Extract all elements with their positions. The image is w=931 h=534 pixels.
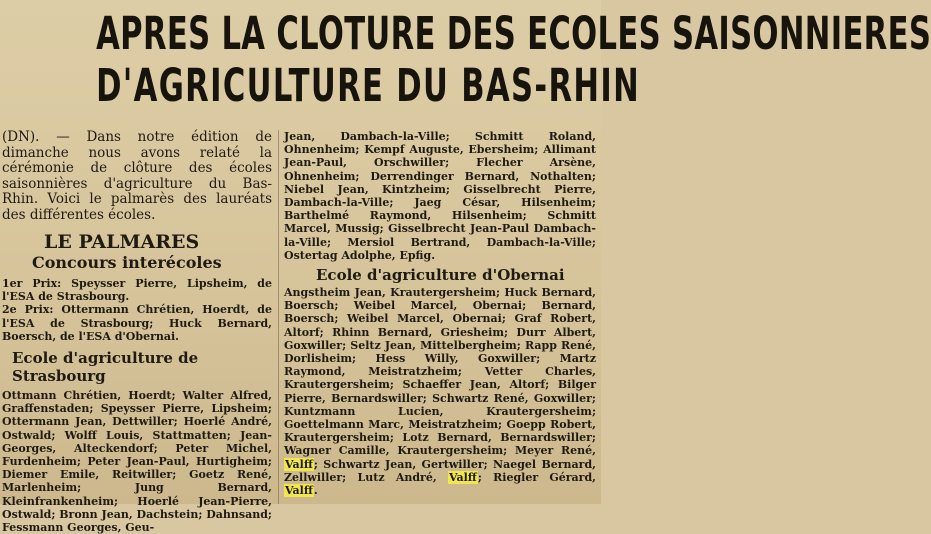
- right-column: [284, 130, 596, 497]
- obernai-heading: Ecole d'agriculture d'Obernai: [316, 266, 565, 285]
- strasbourg-list: Ottmann Chrétien, Hoerdt; Walter Alfred, Graffenstaden; Speysser Pierre, Lipsheim; Ottermann Jean, Dettwiller; Hoerlé André, Ostwald; Wolff Louis, Stattmatten; Jean-Georges, Alteckendorf; Peter Michel, Furdenheim; Peter Jean-Paul, Hurtigheim; Diemer Emile, Reitwiller; Goetz René, Marlenheim; Jung Bernard, Kleinfrankenheim; Hoerlé Jean-Pierre, Ostwald; Bronn Jean, Dachstein; Dahnsand; Fessmann Georges, Geu-: [2, 389, 272, 534]
- highlight-valff: Valff: [448, 470, 477, 484]
- obernai-list-end: .: [313, 484, 318, 498]
- obernai-list-part-3: ; Riegler Gérard,: [477, 470, 596, 484]
- prix-1: 1er Prix: Speysser Pierre, Lipsheim, de l'ESA de Strasbourg.: [2, 277, 272, 304]
- column-divider: [278, 130, 279, 504]
- obernai-list-part-1: Angstheim Jean, Krautergersheim; Huck Bernard, Boersch; Weibel Marcel, Obernai; Bernard, Boersch; Weibel Marcel, Obernai; Graf Robert, Altorf; Rhinn Bernard, Griesheim; Durr Albert, Goxwiller; Seltz Jean, Mittelbergheim; Rapp René, Dorlisheim; Hess Willy, Goxwiller; Martz Raymond, Meistratzheim; Vetter Charles, Krautergersheim; Schaeffer Jean, Altorf; Bilger Pierre, Bernardswiller; Schwartz René, Goxwiller; Kuntzmann Lucien, Krautergersheim; Goettelmann Marc, Meistratzheim; Goepp Robert, Krautergersheim; Lotz Bernard, Bernardswiller; Wagner Camille, Krautergersheim; Meyer René,: [284, 286, 596, 458]
- strasbourg-heading: Ecole d'agriculture de Strasbourg: [12, 349, 199, 386]
- highlight-valff: Valff: [285, 457, 313, 471]
- concours-heading: Concours interécoles: [32, 253, 222, 272]
- left-column: [2, 130, 272, 534]
- headline: [96, 7, 931, 112]
- continued-list: Jean, Dambach-la-Ville; Schmitt Roland, Ohnenheim; Kempf Auguste, Ebersheim; Allimant Jean-Paul, Orschwiller; Flecher Arsène, Ohnenheim; Derrendinger Bernard, Nothalten; Niebel Jean, Kintzheim; Gisselbrecht Pierre, Dambach-la-Ville; Jaeg César, Hilsenheim; Barthelmé Raymond, Hilsenheim; Schmitt Marcel, Mussig; Gisselbrecht Jean-Paul Dambach-la-Ville; Mersiol Bertrand, Dambach-la-Ville; Ostertag Adolphe, Epfig.: [284, 130, 596, 262]
- obernai-list: [284, 286, 596, 497]
- prix-2: 2e Prix: Ottermann Chrétien, Hoerdt, de l'ESA de Strasbourg; Huck Bernard, Boersch, de l'ESA d'Obernai.: [2, 303, 272, 343]
- headline-line-1: APRES LA CLOTURE DES ECOLES SAISONNIERES: [96, 7, 931, 60]
- palmares-heading: LE PALMARES: [44, 231, 200, 253]
- headline-line-2: D'AGRICULTURE DU BAS-RHIN: [96, 59, 641, 112]
- intro-paragraph: (DN). — Dans notre édition de dimanche nous avons relaté la cérémonie de clôture des écoles saisonnières d'agriculture du Bas-Rhin. Voici le palmarès des lauréats des différentes écoles.: [2, 129, 272, 223]
- obernai-list-part-2: ; Schwartz Jean, Gertwiller; Naegel Bernard, Zellwiller; Lutz André,: [284, 457, 596, 484]
- highlight-valff: Valff: [285, 484, 313, 498]
